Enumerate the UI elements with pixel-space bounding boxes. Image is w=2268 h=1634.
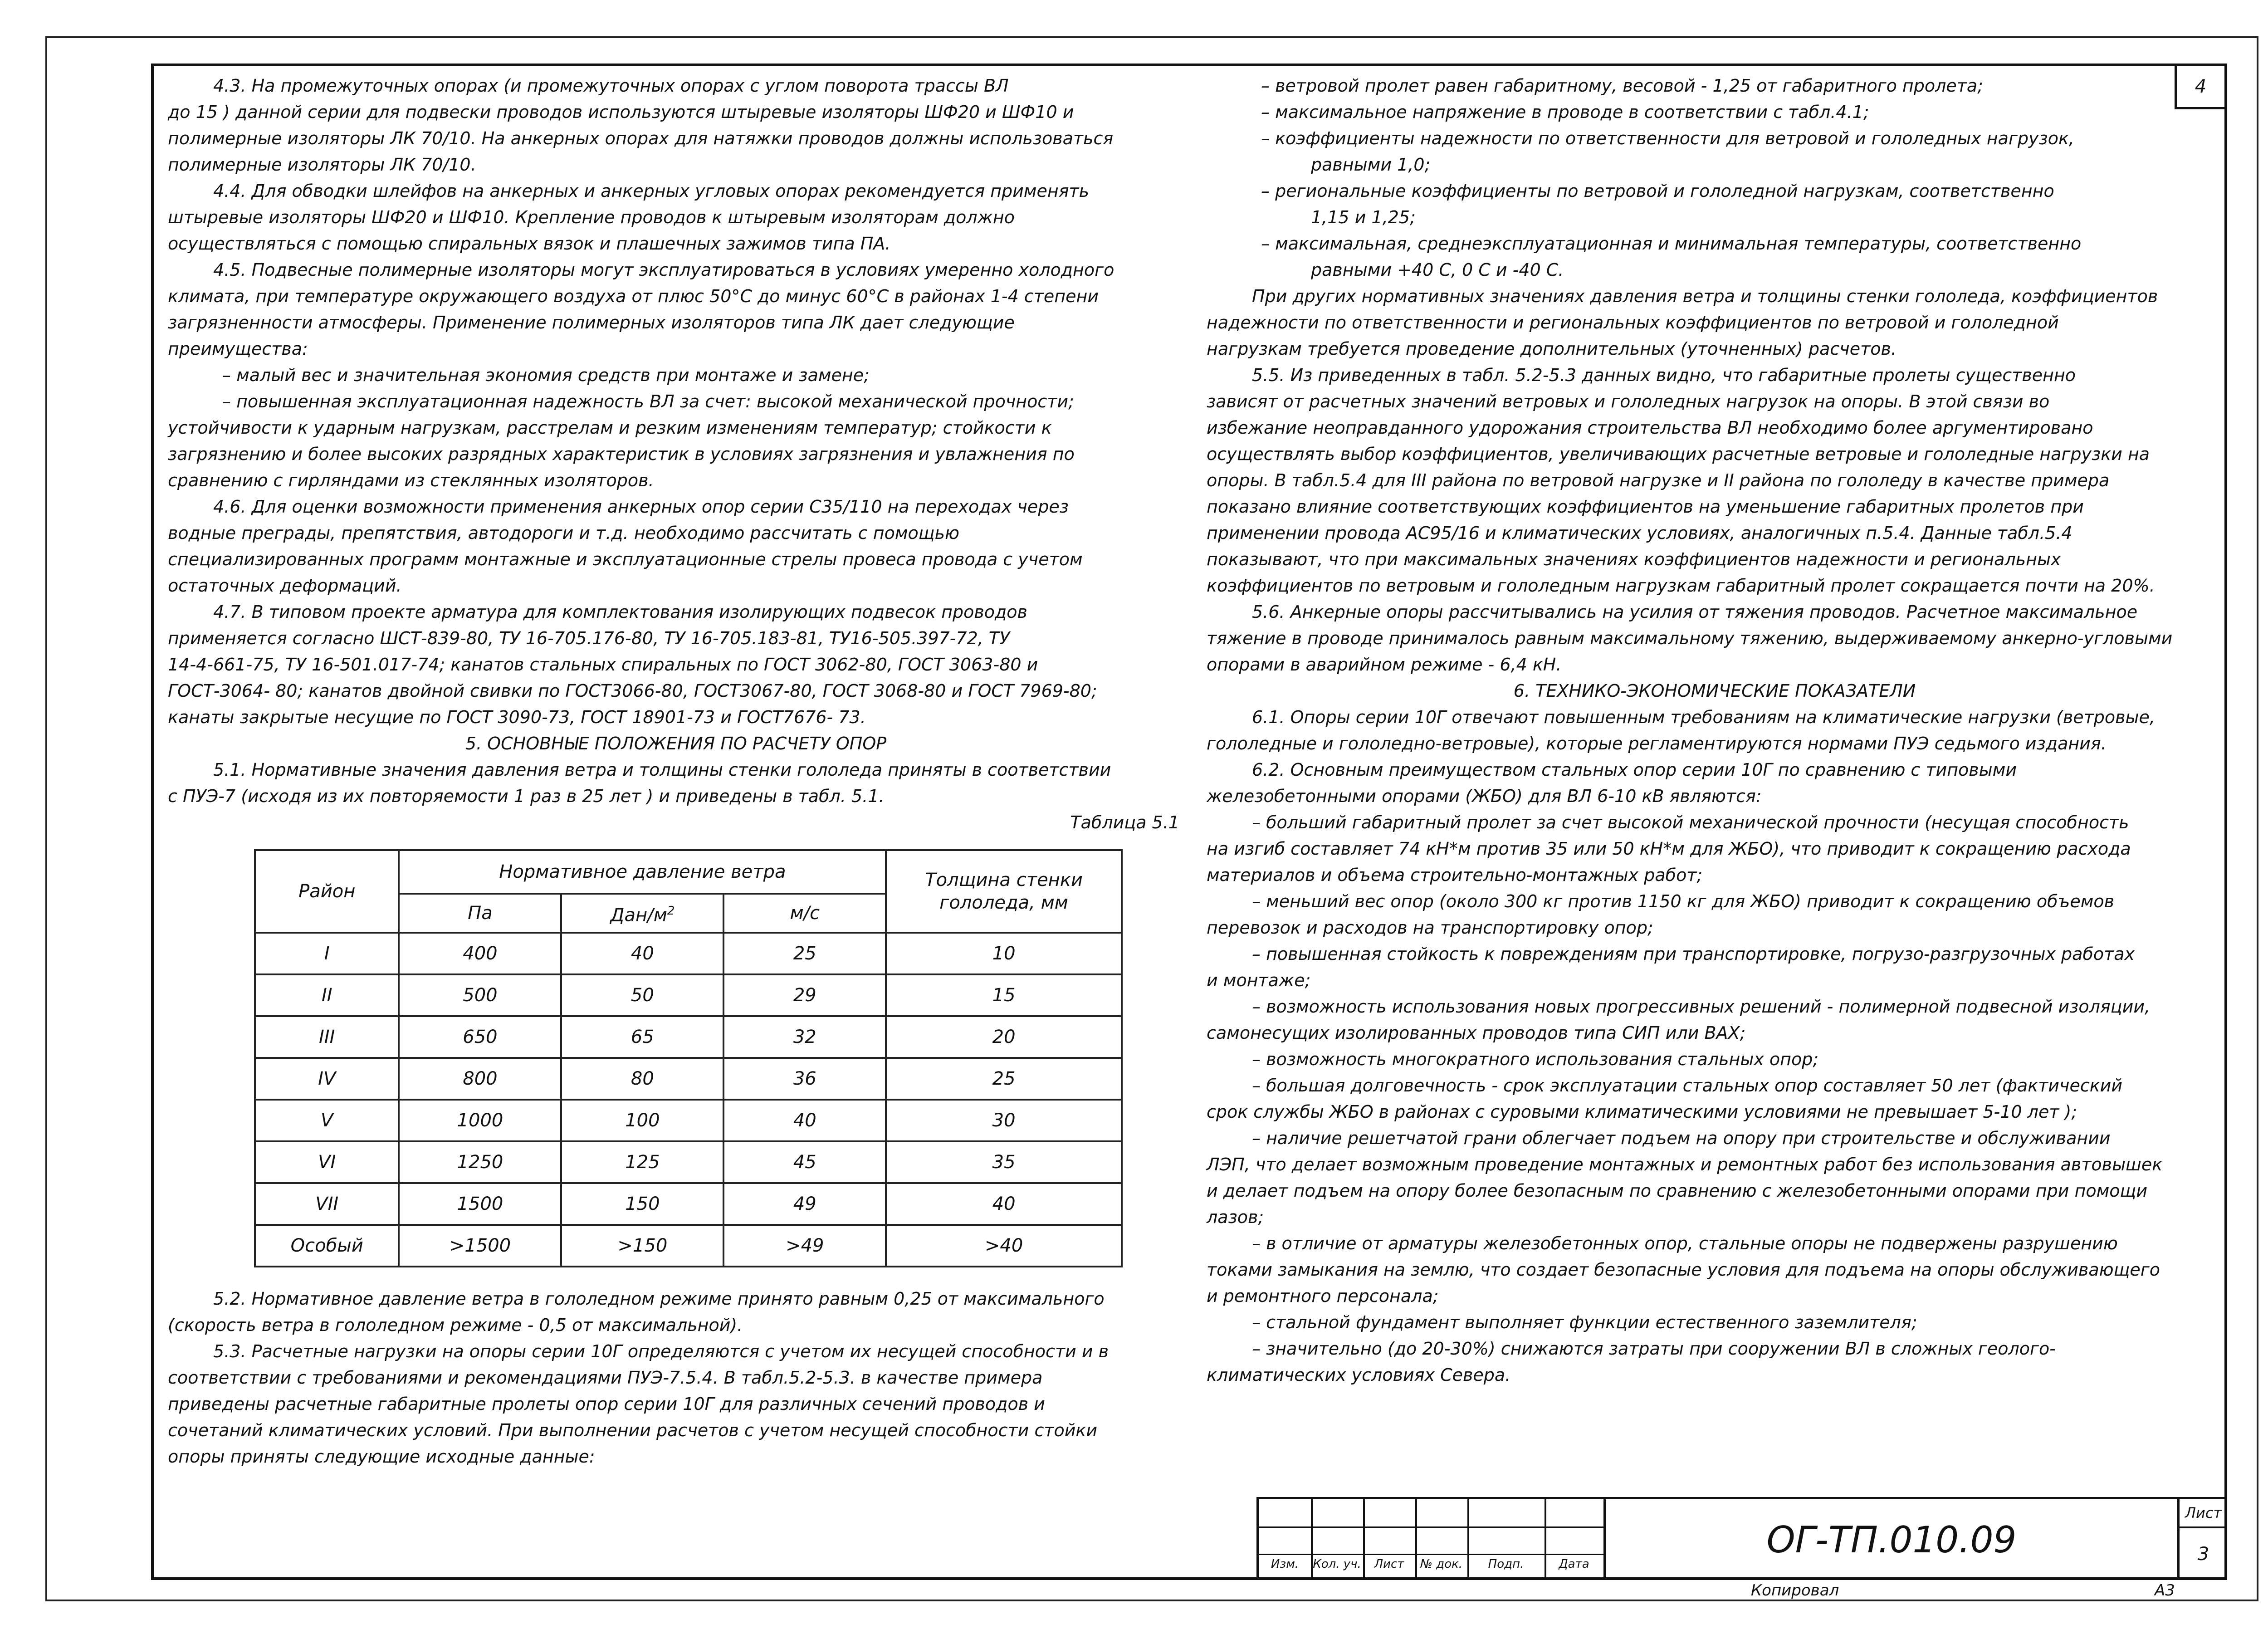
table-cell: 10 xyxy=(886,933,1122,974)
table-cell: 65 xyxy=(561,1016,723,1058)
table-cell: 15 xyxy=(886,974,1122,1016)
text-line: осуществляться с помощью спиральных вязок и плашечных зажимов типа ПА. xyxy=(168,234,891,254)
text-line: ГОСТ-3064- 80; канатов двойной свивки по ГОСТ3066-80, ГОСТ3067-80, ГОСТ 3068-80 и ГОСТ 7969-80; xyxy=(168,681,1097,701)
text-line: гололедные и гололедно-ветровые), которые регламентируются нормами ПУЭ седьмого издания. xyxy=(1207,734,2107,753)
text-line: канаты закрытые несущие по ГОСТ 3090-73, ГОСТ 18901-73 и ГОСТ7676- 73. xyxy=(168,707,866,727)
table-cell: IV xyxy=(255,1058,399,1100)
text-line: – ветровой пролет равен габаритному, весовой - 1,25 от габаритного пролета; xyxy=(1261,76,1984,96)
text-line: равными 1,0; xyxy=(1311,155,1431,175)
table-cell: 400 xyxy=(399,933,561,974)
text-line: ЛЭП, что делает возможным проведение монтажных и ремонтных работ без использования автовышек xyxy=(1207,1155,2163,1174)
text-line: железобетонными опорами (ЖБО) для ВЛ 6-10 кВ являются: xyxy=(1207,786,1762,806)
text-line: 6.1. Опоры серии 10Г отвечают повышенным требованиям на климатические нагрузки (ветровые, xyxy=(1252,707,2155,727)
table-row xyxy=(255,933,1122,974)
text-line: зависят от расчетных значений ветровых и гололедных нагрузок на опоры. В этой связи во xyxy=(1207,391,2050,411)
text-line: надежности по ответственности и региональных коэффициентов по ветровой и гололедной xyxy=(1207,313,2059,333)
left-column xyxy=(168,73,1184,1470)
revision-grid xyxy=(1259,1499,1603,1580)
text-line: 5.3. Расчетные нагрузки на опоры серии 10Г определяются с учетом их несущей способности и в xyxy=(213,1341,1109,1361)
hdr-list: Лист xyxy=(1374,1557,1404,1571)
text-line: – повышенная стойкость к повреждениям при транспортировке, погрузо-разгрузочных работах xyxy=(1252,944,2135,964)
text-line: полимерные изоляторы ЛК 70/10. xyxy=(168,155,476,175)
text-line: 4.3. На промежуточных опорах (и промежуточных опорах с углом поворота трассы ВЛ xyxy=(213,76,1009,96)
text-line: лазов; xyxy=(1207,1207,1264,1227)
table-row xyxy=(255,1225,1122,1267)
text-line: показывают, что при максимальных значениях коэффициентов надежности и региональных xyxy=(1207,549,2061,569)
table-row xyxy=(255,974,1122,1016)
table-cell: 49 xyxy=(723,1183,886,1225)
table-cell: 20 xyxy=(886,1016,1122,1058)
table-cell: 125 xyxy=(561,1141,723,1183)
table-cell: 32 xyxy=(723,1016,886,1058)
table-cell: 29 xyxy=(723,974,886,1016)
text-line: – в отличие от арматуры железобетонных опор, стальные опоры не подвержены разрушению xyxy=(1252,1233,2118,1253)
text-line: – малый вес и значительная экономия средств при монтаже и замене; xyxy=(222,365,870,385)
table-cell: 80 xyxy=(561,1058,723,1100)
sheet-cell xyxy=(2177,1499,2227,1580)
text-line: – максимальная, среднеэксплуатационная и минимальная температуры, соответственно xyxy=(1261,234,2082,254)
header-wind: Нормативное давление ветра xyxy=(399,850,886,894)
hdr-kol-uch: Кол. уч. xyxy=(1313,1557,1361,1571)
text-line: 5.5. Из приведенных в табл. 5.2-5.3 данных видно, что габаритные пролеты существенно xyxy=(1252,365,2076,385)
table-cell: 50 xyxy=(561,974,723,1016)
text-line: – максимальное напряжение в проводе в соответствии с табл.4.1; xyxy=(1261,102,1869,122)
table-cell: 150 xyxy=(561,1183,723,1225)
table-cell: >150 xyxy=(561,1225,723,1267)
text-line: 6. ТЕХНИКО-ЭКОНОМИЧЕСКИЕ ПОКАЗАТЕЛИ xyxy=(1513,681,1916,701)
text-line: коэффициентов по ветровым и гололедным нагрузкам габаритный пролет сокращается почти на 20%. xyxy=(1207,576,2155,596)
text-line: остаточных деформаций. xyxy=(168,576,402,596)
table-row xyxy=(255,1183,1122,1225)
table-row xyxy=(255,1141,1122,1183)
text-line: избежание неоправданного удорожания строительства ВЛ необходимо более аргументировано xyxy=(1207,418,2093,438)
sheet-number: 3 xyxy=(2197,1544,2209,1565)
text-line: опорами в аварийном режиме - 6,4 кН. xyxy=(1207,655,1562,675)
text-line: токами замыкания на землю, что создает безопасные условия для подъема на опоры обслуживающего xyxy=(1207,1260,2160,1280)
text-line: загрязнению и более высоких разрядных характеристик в условиях загрязнения и увлажнения по xyxy=(168,444,1075,464)
text-line: и ремонтного персонала; xyxy=(1207,1286,1439,1306)
table-cell: 1250 xyxy=(399,1141,561,1183)
hdr-izm: Изм. xyxy=(1271,1557,1299,1571)
table-cell: V xyxy=(255,1100,399,1141)
text-line: – региональные коэффициенты по ветровой и гололедной нагрузкам, соответственно xyxy=(1261,181,2054,201)
text-line: – коэффициенты надежности по ответственности для ветровой и гололедных нагрузок, xyxy=(1261,128,2075,148)
text-line: приведены расчетные габаритные пролеты опор серии 10Г для различных сечений проводов и xyxy=(168,1394,1045,1414)
header-ice: Толщина стенки гололеда, мм xyxy=(886,850,1122,933)
text-line: 4.7. В типовом проекте арматура для комплектования изолирующих подвесок проводов xyxy=(213,602,1027,622)
header-dan: Дан/$м^2$ xyxy=(561,894,723,933)
text-line: самонесущих изолированных проводов типа СИП или ВАХ; xyxy=(1207,1023,1746,1043)
table-cell: 500 xyxy=(399,974,561,1016)
table-cell: 36 xyxy=(723,1058,886,1100)
table-cell: III xyxy=(255,1016,399,1058)
text-line: – возможность многократного использования стальных опор; xyxy=(1252,1049,1819,1069)
text-line: осуществлять выбор коэффициентов, увеличивающих расчетные ветровые и гололедные нагрузки на xyxy=(1207,444,2150,464)
text-line: материалов и объема строительно-монтажных работ; xyxy=(1207,865,1703,885)
text-line: 5.2. Нормативное давление ветра в гололедном режиме принято равным 0,25 от максимального xyxy=(213,1289,1105,1309)
text-line: равными +40 С, 0 С и -40 С. xyxy=(1311,260,1564,280)
header-region: Район xyxy=(255,850,399,933)
table-cell: 25 xyxy=(723,933,886,974)
table-row xyxy=(255,1058,1122,1100)
text-line: – больший габаритный пролет за счет высокой механической прочности (несущая способность xyxy=(1252,812,2129,832)
table-cell: I xyxy=(255,933,399,974)
table-cell: >49 xyxy=(723,1225,886,1267)
text-line: При других нормативных значениях давления ветра и толщины стенки гололеда, коэффициентов xyxy=(1252,286,2158,306)
text-line: 14-4-661-75, ТУ 16-501.017-74; канатов стальных спиральных по ГОСТ 3062-80, ГОСТ 3063-80 и xyxy=(168,655,1038,675)
text-line: климатических условиях Севера. xyxy=(1207,1365,1511,1385)
header-ms: м/с xyxy=(723,894,886,933)
text-line: 5.1. Нормативные значения давления ветра и толщины стенки гололеда приняты в соответствии xyxy=(213,760,1111,780)
text-line: водные преграды, препятствия, автодороги и т.д. необходимо рассчитать с помощью xyxy=(168,523,959,543)
table-row xyxy=(255,1100,1122,1141)
header-pa: Па xyxy=(399,894,561,933)
text-line: сочетаний климатических условий. При выполнении расчетов с учетом несущей способности стойки xyxy=(168,1420,1098,1440)
text-line: специализированных программ монтажные и эксплуатационные стрелы провеса провода с учетом xyxy=(168,549,1083,569)
text-line: перевозок и расходов на транспортировку опор; xyxy=(1207,918,1653,938)
text-line: срок службы ЖБО в районах с суровыми климатическими условиями не превышает 5-10 лет ); xyxy=(1207,1102,2077,1122)
text-line: штыревые изоляторы ШФ20 и ШФ10. Крепление проводов к штыревым изоляторам должно xyxy=(168,207,1015,227)
text-line: преимущества: xyxy=(168,339,308,359)
hdr-data: Дата xyxy=(1559,1557,1589,1571)
table-cell: 800 xyxy=(399,1058,561,1100)
page-number: 4 xyxy=(2175,66,2224,109)
text-line: – меньший вес опор (около 300 кг против 1150 кг для ЖБО) приводит к сокращению объемов xyxy=(1252,891,2115,911)
text-line: применяется согласно ШСТ-839-80, ТУ 16-705.176-80, ТУ 16-705.183-81, ТУ16-505.397-72, ТУ xyxy=(168,628,1010,648)
text-line: 5. ОСНОВНЫЕ ПОЛОЖЕНИЯ ПО РАСЧЕТУ ОПОР xyxy=(465,734,887,753)
text-line: сравнению с гирляндами из стеклянных изоляторов. xyxy=(168,470,654,490)
table-cell: Особый xyxy=(255,1225,399,1267)
right-column xyxy=(1207,73,2223,1388)
text-line: 4.5. Подвесные полимерные изоляторы могут эксплуатироваться в условиях умеренно холодного xyxy=(213,260,1114,280)
document-code: ОГ-ТП.010.09 xyxy=(1603,1499,2177,1580)
table-cell: >40 xyxy=(886,1225,1122,1267)
text-line: 1,15 и 1,25; xyxy=(1311,207,1416,227)
text-line: до 15 ) данной серии для подвески проводов используются штыревые изоляторы ШФ20 и ШФ10 и xyxy=(168,102,1074,122)
text-line: и монтаже; xyxy=(1207,970,1311,990)
table-cell: 30 xyxy=(886,1100,1122,1141)
title-block xyxy=(1256,1497,2227,1580)
table-cell: VII xyxy=(255,1183,399,1225)
left-column-text-after-table xyxy=(168,1286,1184,1470)
table-cell: 650 xyxy=(399,1016,561,1058)
text-line: 6.2. Основным преимуществом стальных опор серии 10Г по сравнению с типовыми xyxy=(1252,760,2017,780)
text-line: – повышенная эксплуатационная надежность ВЛ за счет: высокой механической прочности; xyxy=(222,391,1074,411)
table-cell: VI xyxy=(255,1141,399,1183)
text-line: опоры приняты следующие исходные данные: xyxy=(168,1447,595,1467)
text-line: климата, при температуре окружающего воздуха от плюс 50°C до минус 60°C в районах 1-4 степени xyxy=(168,286,1099,306)
table-cell: >1500 xyxy=(399,1225,561,1267)
table-cell: 25 xyxy=(886,1058,1122,1100)
text-line: 4.4. Для обводки шлейфов на анкерных и анкерных угловых опорах рекомендуется применять xyxy=(213,181,1090,201)
hdr-doc: № док. xyxy=(1420,1557,1463,1571)
text-line: и делает подъем на опору более безопасным по сравнению с железобетонными опорами при помощи xyxy=(1207,1181,2148,1201)
table-cell: 40 xyxy=(561,933,723,974)
right-column-text xyxy=(1207,73,2223,1388)
text-line: устойчивости к ударным нагрузкам, расстрелам и резким изменениям температур; стойкости к xyxy=(168,418,1052,438)
text-line: нагрузкам требуется проведение дополнительных (уточненных) расчетов. xyxy=(1207,339,1897,359)
text-line: на изгиб составляет 74 кН*м против 35 или 50 кН*м для ЖБО), что приводит к сокращению расхода xyxy=(1207,839,2131,859)
text-line: 5.6. Анкерные опоры рассчитывались на усилия от тяжения проводов. Расчетное максимальное xyxy=(1252,602,2138,622)
table-5-1 xyxy=(254,849,1123,1267)
text-line: – наличие решетчатой грани облегчает подъем на опору при строительстве и обслуживании xyxy=(1252,1128,2111,1148)
text-line: (скорость ветра в гололедном режиме - 0,5 от максимальной). xyxy=(168,1315,743,1335)
footer-format: А3 xyxy=(2155,1581,2175,1600)
text-line: с ПУЭ-7 (исходя из их повторяемости 1 раз в 25 лет ) и приведены в табл. 5.1. xyxy=(168,786,885,806)
table-cell: 35 xyxy=(886,1141,1122,1183)
text-line: полимерные изоляторы ЛК 70/10. На анкерных опорах для натяжки проводов должны использоваться xyxy=(168,128,1114,148)
text-line: – значительно (до 20-30%) снижаются затраты при сооружении ВЛ в сложных геолого- xyxy=(1252,1339,2056,1359)
footer-copied: Копировал xyxy=(1751,1581,1839,1600)
table-cell: 40 xyxy=(886,1183,1122,1225)
text-line: – большая долговечность - срок эксплуатации стальных опор составляет 50 лет (фактический xyxy=(1252,1076,2123,1096)
table-cell: 1000 xyxy=(399,1100,561,1141)
text-line: опоры. В табл.5.4 для III района по ветровой нагрузке и II района по гололеду в качестве примера xyxy=(1207,470,2110,490)
text-line: 4.6. Для оценки возможности применения анкерных опор серии С35/110 на переходах через xyxy=(213,497,1069,517)
text-line: тяжение в проводе принималось равным максимальному тяжению, выдерживаемому анкерно-угловыми xyxy=(1207,628,2173,648)
table-cell: 100 xyxy=(561,1100,723,1141)
left-column-text xyxy=(168,73,1184,836)
text-line: соответствии с требованиями и рекомендациями ПУЭ-7.5.4. В табл.5.2-5.3. в качестве примера xyxy=(168,1368,1043,1388)
text-line: загрязненности атмосферы. Применение полимерных изоляторов типа ЛК дает следующие xyxy=(168,313,1015,333)
text-line: – возможность использования новых прогрессивных решений - полимерной подвесной изоляции, xyxy=(1252,997,2151,1017)
sheet-label: Лист xyxy=(2180,1499,2227,1528)
text-line: – стальной фундамент выполняет функции естественного заземлителя; xyxy=(1252,1312,1917,1332)
table-cell: 1500 xyxy=(399,1183,561,1225)
text-line: применении провода АС95/16 и климатических условиях, аналогичных п.5.4. Данные табл.5.4 xyxy=(1207,523,2072,543)
table-cell: 40 xyxy=(723,1100,886,1141)
text-line: Таблица 5.1 xyxy=(1070,812,1179,832)
hdr-podp: Подп. xyxy=(1488,1557,1524,1571)
table-cell: 45 xyxy=(723,1141,886,1183)
table-cell: II xyxy=(255,974,399,1016)
text-line: показано влияние соответствующих коэффициентов на уменьшение габаритных пролетов при xyxy=(1207,497,2084,517)
table-row xyxy=(255,1016,1122,1058)
